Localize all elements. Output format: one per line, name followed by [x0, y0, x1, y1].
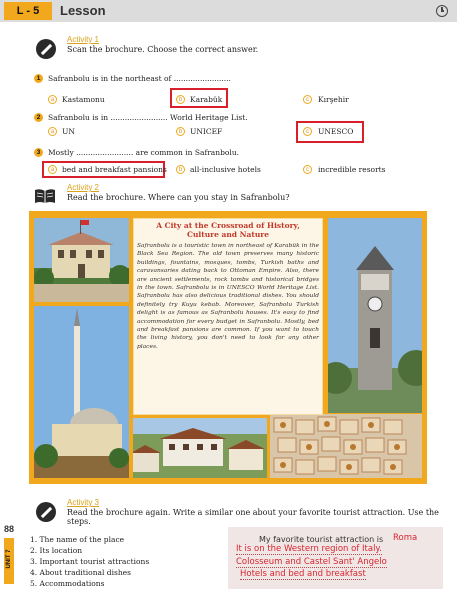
option-text[interactable]: UNESCO — [318, 127, 354, 136]
option-letter[interactable]: b — [176, 95, 185, 104]
option-letter[interactable]: c — [303, 95, 312, 104]
option-text[interactable]: Kırşehir — [318, 95, 349, 104]
mosque-photo — [34, 306, 129, 478]
option-letter[interactable]: a — [48, 95, 57, 104]
activity-3-label: Activity 3 — [67, 498, 100, 507]
activity-1-instruction: Scan the brochure. Choose the correct answer. — [67, 45, 259, 54]
brochure-title-line-1: A City at the Crossroad of History, — [156, 221, 300, 230]
option-letter[interactable]: b — [176, 127, 185, 136]
option-text[interactable]: UN — [62, 127, 75, 136]
activity-2-label: Activity 2 — [67, 183, 100, 192]
option-text[interactable]: bed and breakfast pansions — [62, 165, 167, 174]
step-item: 1. The name of the place — [30, 535, 125, 544]
question-text: Mostly ........................ are common in Safranbolu. — [48, 148, 240, 157]
option-letter[interactable]: a — [48, 127, 57, 136]
brochure-title — [140, 221, 316, 239]
pencil-icon — [36, 502, 56, 522]
lesson-badge: L - 5 — [4, 2, 52, 20]
activity-3-instruction: Read the brochure again. Write a similar one about your favorite tourist attraction. Use the steps. — [67, 508, 439, 526]
option-text[interactable]: Karabük — [190, 95, 223, 104]
question-number: 1 — [34, 74, 43, 83]
page-number: 88 — [4, 524, 15, 534]
answer-place[interactable]: Roma — [393, 533, 418, 543]
lesson-title: Lesson — [60, 3, 106, 18]
mansion-photo — [34, 218, 129, 302]
question-text: Safranbolu is in ........................ World Heritage List. — [48, 113, 248, 122]
question-text: Safranbolu is in the northeast of ........................ — [48, 74, 231, 83]
activity-1-label: Activity 1 — [67, 35, 100, 44]
answer-accommodation[interactable]: Hotels and bed and breakfast — [240, 569, 366, 579]
step-item: 4. About traditional dishes — [30, 568, 131, 577]
step-item: 5. Accommodations — [30, 579, 105, 588]
turkish-delight-photo — [270, 414, 422, 478]
option-letter[interactable]: c — [303, 165, 312, 174]
activity-2-instruction: Read the brochure. Where can you stay in Safranbolu? — [67, 193, 290, 202]
answer-location[interactable]: It is on the Western region of Italy. — [236, 544, 382, 554]
option-letter[interactable]: a — [48, 165, 57, 174]
brochure-title-line-2: Culture and Nature — [186, 230, 270, 239]
brochure-body: Safranbolu is a touristic town in northeast of Karabük in the Black Sea Region. The old town preserves many historic buildings, fountains, mosques, tombs, Turkish baths and caravansaries dating back to Ottoman Empire. Also, there are ancient settlements, rock tombs and historical bridges in the town. Safranbolu is in UNESCO World Heritage List. Safranbolu has also delicious traditional dishes. You should definitely try Kuyu kebab. Moreover, Safranbolu Turkish delight is as famous as Safranbolu houses. It's easy to find accommodation for every budget in Safranbolu. Mostly, bed and breakfast pansions are common. If you want to touch the living history, you don't need to look for any other places. — [137, 243, 319, 350]
option-text[interactable]: incredible resorts — [318, 165, 386, 174]
step-item: 3. Important tourist attractions — [30, 557, 150, 566]
step-item: 2. Its location — [30, 546, 83, 555]
option-text[interactable]: all-inclusive hotels — [190, 165, 261, 174]
town-houses-photo — [133, 418, 267, 478]
question-number: 3 — [34, 148, 43, 157]
option-text[interactable]: UNICEF — [190, 127, 223, 136]
unit-label: UNIT 7 — [6, 549, 12, 569]
option-letter[interactable]: b — [176, 165, 185, 174]
option-letter[interactable]: c — [303, 127, 312, 136]
question-number: 2 — [34, 113, 43, 122]
open-book-icon — [34, 188, 56, 204]
answer-attractions[interactable]: Colosseum and Castel Sant' Angelo — [236, 557, 387, 567]
pencil-icon — [36, 39, 56, 59]
clock-tower-photo — [328, 218, 422, 413]
alarm-clock-icon — [436, 5, 448, 17]
option-text[interactable]: Kastamonu — [62, 95, 105, 104]
answer-lead: My favorite tourist attraction is — [259, 535, 384, 544]
